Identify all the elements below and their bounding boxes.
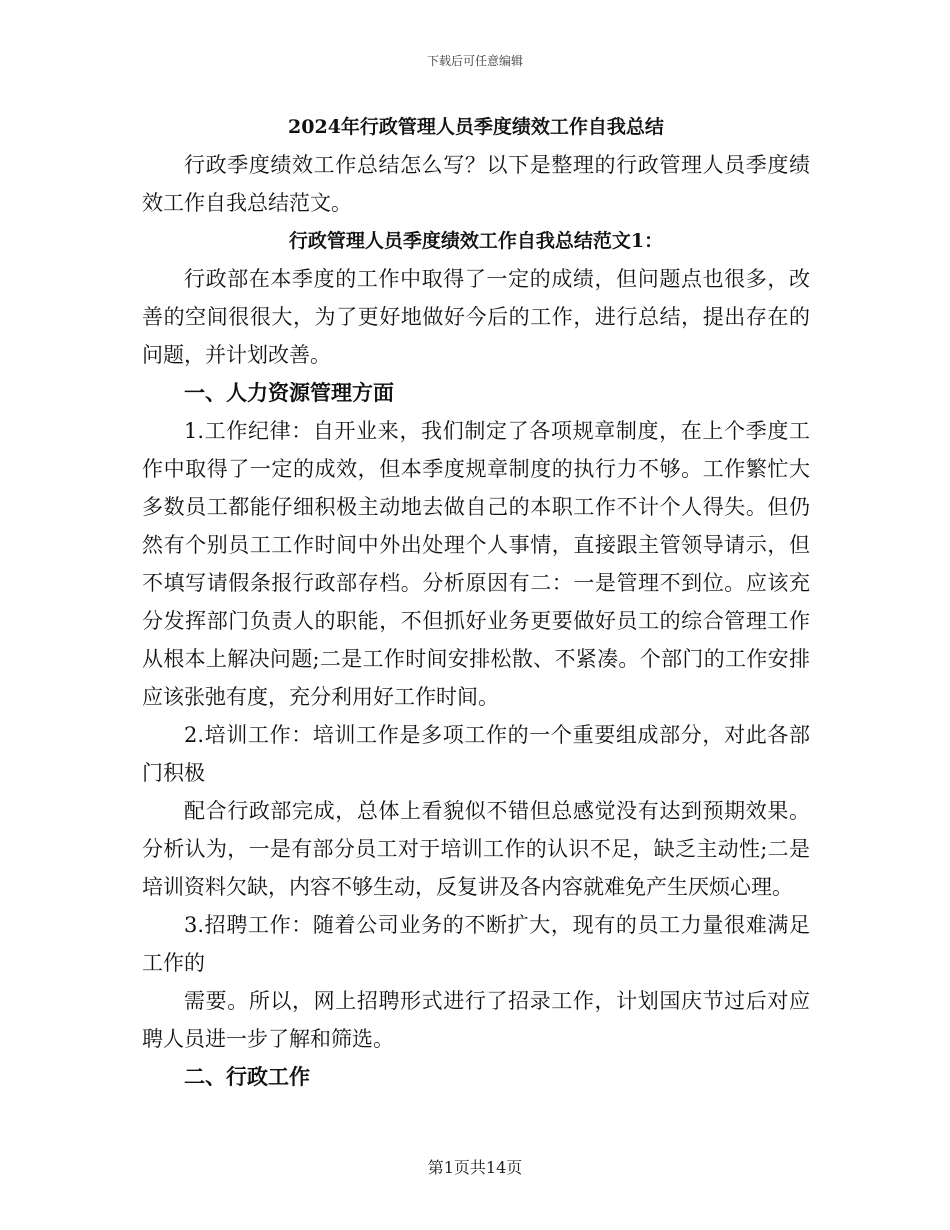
document-title: 2024年行政管理人员季度绩效工作自我总结 [288, 116, 664, 138]
paragraph-recruitment-a: 3.招聘工作：随着公司业务的不断扩大，现有的员工力量很难满足工作的 [142, 913, 810, 975]
paragraph-training-b: 配合行政部完成，总体上看貌似不错但总感觉没有达到预期效果。分析认为，一是有部分员工对于培训工作的认识不足，缺乏主动性;二是培训资料欠缺，内容不够生动，反复讲及各内容就难免产生厌烦心理。 [142, 799, 810, 899]
page-header: 下载后可任意编辑 [426, 54, 523, 68]
heading-admin-work: 二、行政工作 [184, 1064, 310, 1089]
paragraph-work-discipline: 1.工作纪律：自开业来，我们制定了各项规章制度，在上个季度工作中取得了一定的成效，但本季度规章制度的执行力不够。工作繁忙大多数员工都能仔细积极主动地去做自己的本职工作不计个人得失。但仍然有个别员工工作时间中外出处理个人事情，直接跟主管领导请示，但不填写请假条报行政部存档。分析原因有二：一是管理不到位。应该充分发挥部门负责人的职能，不但抓好业务更要做好员工的综合管理工作从根本上解决问题;二是工作时间安排松散、不紧凑。个部门的工作安排应该张弛有度，充分利用好工作时间。 [142, 419, 810, 709]
paragraph-recruitment-b: 需要。所以，网上招聘形式进行了招录工作，计划国庆节过后对应聘人员进一步了解和筛选。 [142, 989, 810, 1051]
heading-hr-management: 一、人力资源管理方面 [184, 380, 394, 405]
paragraph-1: 行政部在本季度的工作中取得了一定的成绩，但问题点也很多，改善的空间很很大，为了更好地做好今后的工作，进行总结，提出存在的问题，并计划改善。 [142, 267, 810, 367]
section-subtitle: 行政管理人员季度绩效工作自我总结范文1： [288, 230, 664, 252]
paragraph-training-a: 2.培训工作：培训工作是多项工作的一个重要组成部分，对此各部门积极 [142, 723, 810, 785]
page-footer: 第1页共14页 [427, 1158, 523, 1177]
intro-paragraph: 行政季度绩效工作总结怎么写？以下是整理的行政管理人员季度绩效工作自我总结范文。 [142, 153, 810, 215]
document-body [142, 110, 810, 1096]
